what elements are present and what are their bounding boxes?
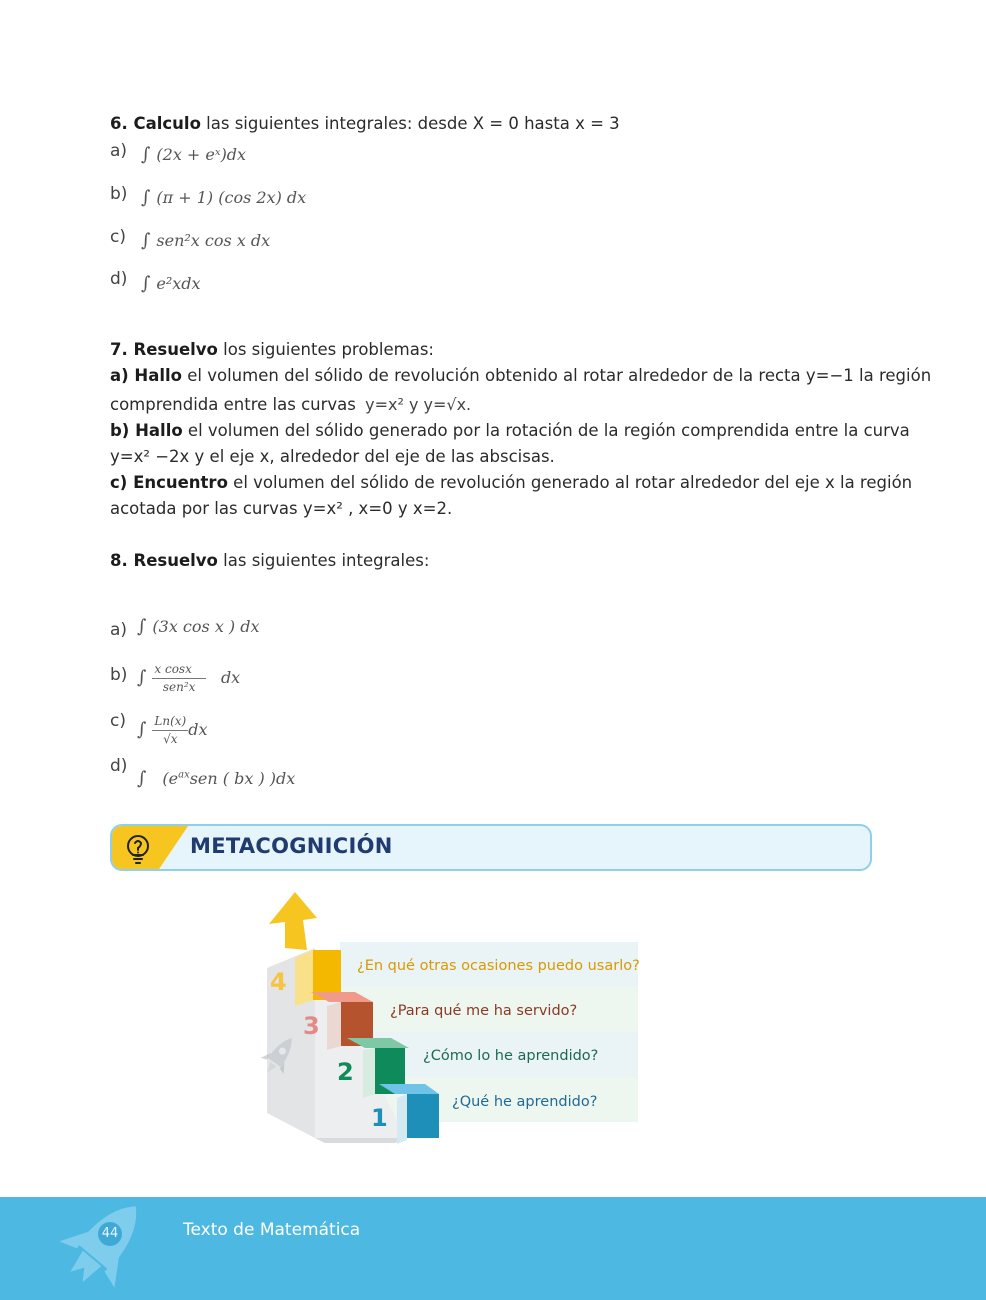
item-label: c) (110, 711, 126, 731)
problem-a-line-2 (110, 392, 471, 418)
section-7-heading-rest: los siguientes problemas: (217, 340, 434, 359)
item-label: a) (110, 620, 128, 640)
page-number: 44 (101, 1226, 119, 1241)
page-footer (0, 1197, 986, 1300)
problem-a-curves: y=x² y y=√x. (365, 395, 472, 414)
step-number-2: 2 (337, 1058, 354, 1086)
problem-a-text: el volumen del sólido de revolución obtenido al rotar alrededor de la recta y=−1 la región (182, 366, 932, 385)
fraction (152, 714, 188, 747)
item-label: d) (110, 756, 128, 776)
problem-c-line-1 (110, 470, 912, 496)
integral-sign: ∫ (137, 667, 147, 688)
problem-c-text: el volumen del sólido de revolución generado al rotar alrededor del eje x la región (227, 473, 913, 492)
step-question-1: ¿Qué he aprendido? (452, 1094, 598, 1110)
section-8-heading-bold: 8. Resuelvo (110, 551, 218, 570)
item-label: b) (110, 665, 128, 685)
integral-differential: dx (188, 720, 208, 739)
integral-sign: ∫ (137, 719, 147, 740)
integral-sign: ∫ (141, 144, 151, 165)
integral-sign: ∫ (141, 273, 151, 294)
section-6-heading-bold: 6. Calculo (110, 114, 201, 133)
problem-b-bold: b) Hallo (110, 421, 183, 440)
lightbulb-icon (118, 829, 158, 869)
section-7-heading (110, 337, 434, 363)
step-question-3: ¿Para qué me ha servido? (390, 1003, 578, 1019)
problem-a-bold: a) Hallo (110, 366, 183, 385)
integral-differential: dx (220, 668, 241, 687)
integral-expression: (π + 1) (cos 2x) dx (156, 188, 307, 207)
integral-expression: (2x + eˣ)dx (156, 145, 247, 164)
problem-c-line-2: acotada por las curvas y=x² , x=0 y x=2. (110, 499, 453, 518)
fraction-denominator: √x (163, 732, 178, 746)
item-label: c) (110, 227, 126, 247)
step-number-3: 3 (303, 1012, 320, 1040)
item-label: a) (110, 141, 128, 161)
integral-expr-pre: (e (162, 769, 179, 788)
section-8-heading-rest: las siguientes integrales: (217, 551, 430, 570)
item-label: d) (110, 269, 128, 289)
integral-sign: ∫ (137, 768, 147, 789)
metacognition-stairs (255, 888, 655, 1150)
step-question-4: ¿En qué otras ocasiones puedo usarlo? (357, 958, 640, 974)
footer-title: Texto de Matemática (183, 1220, 361, 1240)
metacognicion-title: METACOGNICIÓN (190, 834, 393, 858)
integral-expr-sup: ax (178, 769, 190, 781)
step-number-4: 4 (270, 968, 287, 996)
problem-a-text-2: comprendida entre las curvas (110, 395, 356, 414)
problem-c-bold: c) Encuentro (110, 473, 228, 492)
rocket-icon (40, 1197, 180, 1300)
metacognicion-banner (110, 824, 872, 871)
fraction-denominator: sen²x (162, 680, 196, 694)
integral-expression: e²xdx (156, 274, 201, 293)
step-number-1: 1 (371, 1104, 388, 1132)
fraction (152, 662, 205, 695)
problem-b-text: el volumen del sólido generado por la rotación de la región comprendida entre la curva (182, 421, 910, 440)
problem-a-line-1 (110, 363, 931, 389)
integral-expr-post: sen ( bx ) )dx (189, 769, 296, 788)
integral-sign: ∫ (141, 230, 151, 251)
section-8-heading (110, 548, 429, 574)
step-question-2: ¿Cómo lo he aprendido? (423, 1048, 599, 1064)
fraction-numerator: x cosx (152, 662, 205, 679)
item-label: b) (110, 184, 128, 204)
integral-sign: ∫ (137, 616, 147, 637)
integral-expression: (3x cos x ) dx (152, 617, 260, 636)
problem-b-line-1 (110, 418, 910, 444)
problem-b-line-2: y=x² −2x y el eje x, alrededor del eje de las abscisas. (110, 447, 555, 466)
integral-sign: ∫ (141, 187, 151, 208)
section-6-heading (110, 111, 620, 137)
fraction-numerator: Ln(x) (152, 714, 188, 731)
section-7-heading-bold: 7. Resuelvo (110, 340, 218, 359)
integral-expression: sen²x cos x dx (156, 231, 271, 250)
section-6-heading-rest: las siguientes integrales: desde X = 0 hasta x = 3 (200, 114, 620, 133)
